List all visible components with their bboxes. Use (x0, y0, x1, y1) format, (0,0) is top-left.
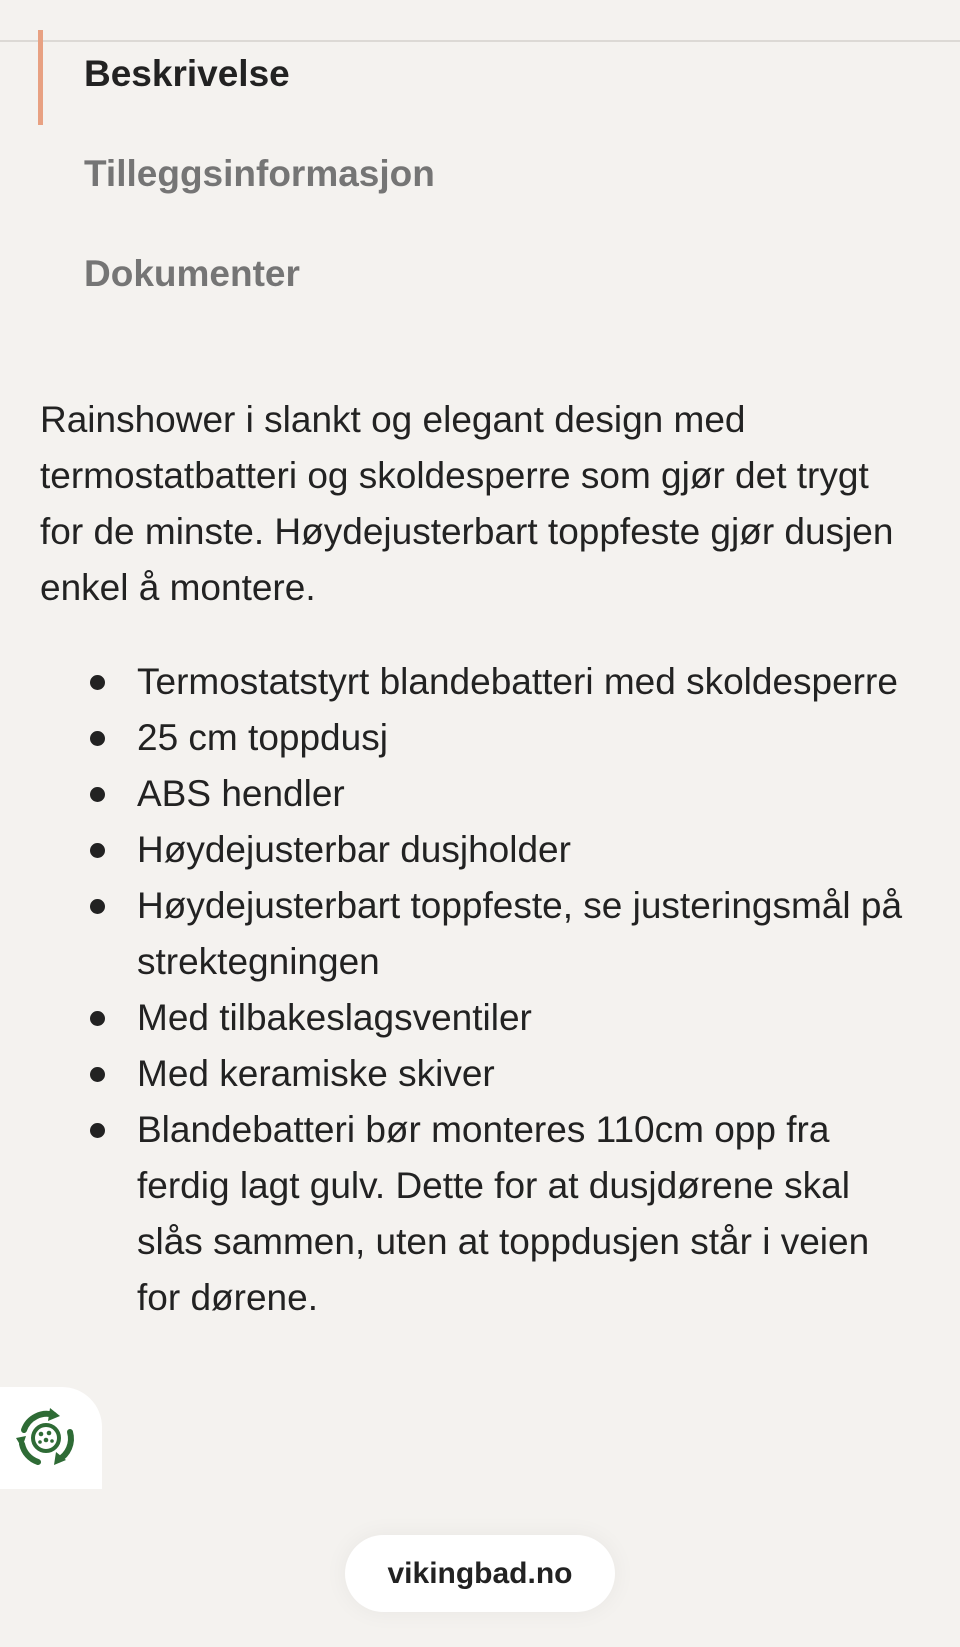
tab-dokumenter[interactable] (0, 230, 960, 330)
feature-text: 25 cm toppdusj (137, 717, 388, 758)
feature-text: Høydejusterbart toppfeste, se justeringsmål på strektegningen (137, 885, 903, 982)
bullet-icon (90, 675, 105, 690)
bullet-icon (90, 899, 105, 914)
list-item (40, 710, 920, 766)
list-item (40, 654, 920, 710)
bullet-icon (90, 1011, 105, 1026)
product-info-tabs (0, 30, 960, 330)
bullet-icon (90, 787, 105, 802)
list-item (40, 990, 920, 1046)
bullet-icon (90, 843, 105, 858)
tab-label: Tilleggsinformasjon (84, 153, 435, 194)
list-item (40, 1102, 920, 1326)
list-item (40, 1046, 920, 1102)
site-domain: vikingbad.no (387, 1556, 573, 1590)
feature-list (40, 654, 920, 1326)
feature-text: Med keramiske skiver (137, 1053, 495, 1094)
list-item (40, 822, 920, 878)
list-item (40, 878, 920, 990)
recycle-cycle-icon (10, 1402, 82, 1474)
feature-text: Med tilbakeslagsventiler (137, 997, 532, 1038)
bullet-icon (90, 1067, 105, 1082)
site-domain-pill[interactable] (345, 1535, 615, 1612)
product-description: Rainshower i slankt og elegant design med termostatbatteri og skoldesperre som gjør det trygt for de minste. Høydejusterbart toppfeste gjør dusjen enkel å montere. (40, 399, 894, 608)
tab-label: Beskrivelse (84, 53, 290, 94)
feature-text: Termostatstyrt blandebatteri med skoldesperre (137, 661, 898, 702)
list-item (40, 766, 920, 822)
feature-text: ABS hendler (137, 773, 345, 814)
feature-text: Høydejusterbar dusjholder (137, 829, 571, 870)
feature-text: Blandebatteri bør monteres 110cm opp fra ferdig lagt gulv. Dette for at dusjdørene skal slås sammen, uten at toppdusjen står i veien for dørene. (137, 1109, 870, 1318)
tab-beskrivelse[interactable] (0, 30, 960, 130)
tab-label: Dokumenter (84, 253, 300, 294)
bullet-icon (90, 731, 105, 746)
tab-tilleggsinformasjon[interactable] (0, 130, 960, 230)
eco-badge-button[interactable] (0, 1387, 102, 1489)
bullet-icon (90, 1123, 105, 1138)
